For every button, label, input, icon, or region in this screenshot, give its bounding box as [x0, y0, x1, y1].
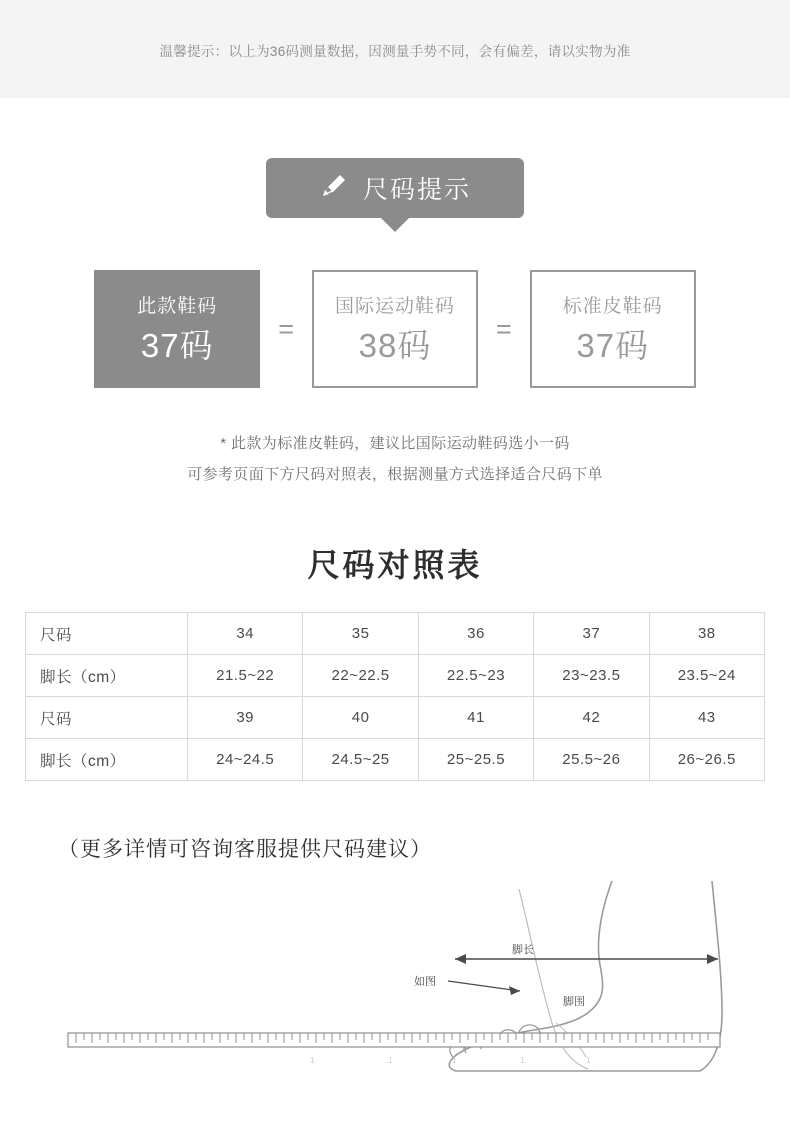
size-tip-badge-wrapper — [0, 158, 790, 232]
pencil-icon — [319, 171, 349, 206]
table-cell: 22~22.5 — [303, 655, 418, 697]
customer-service-note: （更多详情可咨询客服提供尺码建议） — [58, 838, 432, 861]
size-box-this-style — [94, 270, 260, 388]
row-header: 尺码 — [26, 697, 188, 739]
label-as-shown: 如图 — [414, 976, 436, 988]
table-cell: 21.5~22 — [188, 655, 303, 697]
svg-text:1: 1 — [586, 1056, 591, 1065]
table-cell: 43 — [649, 697, 764, 739]
size-tip-title: 尺码提示 — [362, 176, 471, 204]
size-chart-title: 尺码对照表 — [307, 547, 483, 583]
size-tip-badge — [266, 158, 524, 218]
size-box-value: 38码 — [358, 327, 432, 364]
svg-text:1: 1 — [310, 1056, 315, 1065]
size-box-label: 此款鞋码 — [137, 296, 218, 317]
size-chart-table-wrapper — [25, 612, 765, 781]
table-cell: 37 — [534, 613, 649, 655]
table-cell: 26~26.5 — [649, 739, 764, 781]
badge-arrow — [381, 218, 409, 232]
size-box-value: 37码 — [576, 327, 650, 364]
svg-text:1: 1 — [388, 1056, 393, 1065]
label-foot-girth: 脚围 — [563, 996, 585, 1008]
table-cell: 36 — [418, 613, 533, 655]
table-row — [26, 739, 765, 781]
row-header: 脚长（cm） — [26, 655, 188, 697]
label-foot-length: 脚长 — [512, 944, 534, 956]
size-box-value: 37码 — [140, 327, 214, 364]
svg-text:1: 1 — [520, 1056, 525, 1065]
size-box-label: 国际运动鞋码 — [334, 296, 455, 317]
equals-sign-2: = — [496, 313, 512, 344]
foot-measure-illustration — [0, 873, 790, 1123]
table-cell: 38 — [649, 613, 764, 655]
table-cell: 34 — [188, 613, 303, 655]
size-notes — [0, 428, 790, 490]
table-cell: 25.5~26 — [534, 739, 649, 781]
size-chart-table — [25, 612, 765, 781]
table-cell: 25~25.5 — [418, 739, 533, 781]
table-cell: 23~23.5 — [534, 655, 649, 697]
size-note-line-1: * 此款为标准皮鞋码，建议比国际运动鞋码选小一码 — [220, 435, 570, 452]
row-header: 脚长（cm） — [26, 739, 188, 781]
table-cell: 41 — [418, 697, 533, 739]
size-box-standard-leather — [530, 270, 696, 388]
table-row — [26, 697, 765, 739]
notice-text: 温馨提示：以上为36码测量数据，因测量手势不同，会有偏差，请以实物为准 — [159, 44, 631, 59]
size-box-international-sport — [312, 270, 478, 388]
table-cell: 24~24.5 — [188, 739, 303, 781]
table-cell: 22.5~23 — [418, 655, 533, 697]
foot-measure-diagram — [0, 873, 790, 1123]
table-cell: 39 — [188, 697, 303, 739]
row-header: 尺码 — [26, 613, 188, 655]
size-box-label: 标准皮鞋码 — [562, 296, 663, 317]
table-cell: 23.5~24 — [649, 655, 764, 697]
table-row — [26, 613, 765, 655]
notice-bar — [0, 0, 790, 98]
size-equation-row — [0, 270, 790, 388]
svg-text:1: 1 — [452, 1056, 457, 1065]
table-cell: 42 — [534, 697, 649, 739]
table-row — [26, 655, 765, 697]
table-cell: 40 — [303, 697, 418, 739]
size-note-line-2: 可参考页面下方尺码对照表，根据测量方式选择适合尺码下单 — [187, 466, 603, 483]
equals-sign-1: = — [278, 313, 294, 344]
table-cell: 24.5~25 — [303, 739, 418, 781]
table-cell: 35 — [303, 613, 418, 655]
